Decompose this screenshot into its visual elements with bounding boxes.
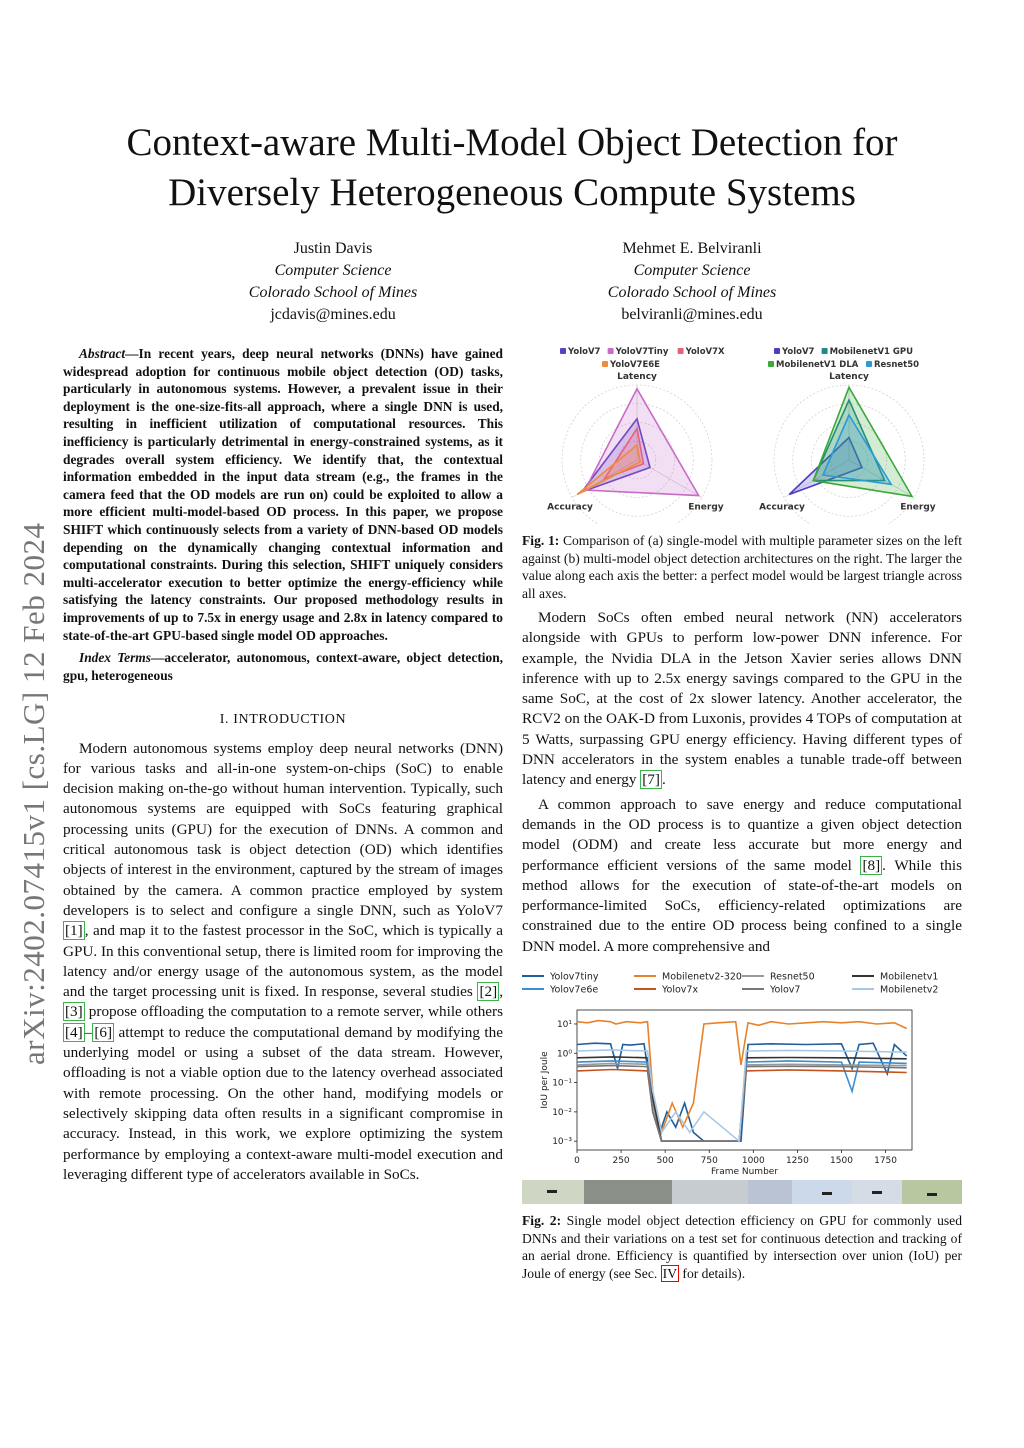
right-column bbox=[522, 608, 962, 957]
axis-label: Latency bbox=[617, 372, 657, 382]
axis-label: Accuracy bbox=[547, 502, 593, 513]
section-link[interactable]: IV bbox=[662, 1265, 678, 1281]
author-block-1 bbox=[168, 238, 498, 326]
legend-swatch bbox=[608, 348, 614, 354]
x-tick-label: 1500 bbox=[830, 1156, 853, 1166]
axis-label: Accuracy bbox=[759, 502, 805, 513]
figure-2-caption: Fig. 2: Single model object detection efficiency on GPU for commonly used DNNs and their variations on a test set for continuous detection and tracking of an aerial drone. Efficiency is quantified by intersection over union (IoU) per Joule of energy (see Sec. IV for details). bbox=[522, 1213, 963, 1281]
author-dept: Computer Science bbox=[274, 262, 392, 279]
frame-thumbnail bbox=[748, 1180, 792, 1204]
figure-1-caption: Fig. 1: Comparison of (a) single-model with multiple parameter sizes on the left against (b) multi-model object detection architectures on the right. The larger the value along each axis the better: a perfect model would be largest triangle across all axes. bbox=[522, 533, 963, 601]
y-tick-label: 10⁰ bbox=[556, 1049, 572, 1060]
x-tick-label: 1250 bbox=[785, 1156, 809, 1166]
legend-swatch bbox=[678, 348, 684, 354]
legend-entry: Yolov7 bbox=[770, 984, 801, 996]
figure-2-line-chart bbox=[522, 966, 962, 1206]
y-tick-label: 10¹ bbox=[556, 1019, 572, 1030]
section-heading: I. INTRODUCTION bbox=[219, 712, 347, 728]
x-tick-label: 750 bbox=[700, 1156, 718, 1166]
legend-entry: YoloV7X bbox=[685, 347, 725, 357]
citation-link[interactable]: [2] bbox=[479, 983, 498, 1001]
index-terms-text: —accelerator, autonomous, context-aware, object detection, gpu, heterogeneous bbox=[63, 650, 503, 683]
paper-title bbox=[40, 118, 984, 218]
abstract-label: Abstract bbox=[79, 346, 126, 361]
legend-entry: Mobilenetv2-320 bbox=[662, 971, 742, 983]
author-email[interactable]: jcdavis@mines.edu bbox=[270, 306, 396, 323]
x-axis-label: Frame Number bbox=[710, 1167, 779, 1177]
drone-mark bbox=[872, 1191, 882, 1194]
frame-thumbnail bbox=[672, 1180, 748, 1204]
legend-entry: YoloV7E6E bbox=[610, 360, 660, 370]
author-inst: Colorado School of Mines bbox=[607, 284, 777, 301]
citation-link[interactable]: [1] bbox=[65, 922, 83, 940]
y-tick-label: 10⁻¹ bbox=[552, 1078, 572, 1089]
right-paragraph-1: Modern SoCs often embed neural network (NN) accelerators alongside with GPUs to perform low-power DNN inference. For example, the Nvidia DLA in the Jetson Xavier series allows DNN inference with up to 2.5x energy savings compared to the GPU in the same SoC, at the cost of 2x slower latency. Another accelerator, the RCV2 on the OAK-D from Luxonis, provides 4 TOPs of computation at 5 Watts, surpassing GPU energy efficiency. Having different types of DNN accelerators in the system enables a tunable trade-off between latency and energy [7] . bbox=[522, 609, 962, 789]
legend-entry: Yolov7x bbox=[662, 984, 699, 996]
x-tick-label: 250 bbox=[612, 1156, 630, 1166]
legend-entry: Resnet50 bbox=[874, 360, 920, 370]
legend-swatch bbox=[602, 361, 608, 367]
legend-entry: YoloV7 bbox=[782, 347, 815, 357]
abstract-text: —In recent years, deep neural networks (DNNs) have gained widespread adoption for continuous mobile object detection (OD) tasks, particularly in autonomous systems. However, a prevalent issue in their deployment is the one-size-fits-all approach, where a single DNN is used, resulting in inefficient utilization of computational resources. This inefficiency is particularly detrimental in energy-constrained systems, as it degrades overall system efficiency. We identify that, the contextual information embedded in the input data stream (e.g., the frames in the camera feed that the OD models are run on) could be exploited to allow a more efficient multi-model-based OD process. In this paper, we propose SHIFT which continuously selects from a variety of DNN-based OD models depending on the dynamically changing contextual information and computational constraints. During this selection, SHIFT uniquely considers multi-accelerator execution to better optimize the energy-efficiency while satisfying the latency constraints. Our proposed methodology results in improvements of up to 7.5x in energy usage and 2.8x in latency compared to state-of-the-art GPU-based single model OD approaches. bbox=[63, 346, 503, 643]
author-block-2 bbox=[527, 238, 857, 326]
legend-entry: MobilenetV1 GPU bbox=[829, 347, 914, 357]
frame-thumbnail bbox=[584, 1180, 672, 1204]
y-axis-label: IoU per Joule bbox=[540, 1051, 550, 1109]
legend-swatch bbox=[866, 361, 872, 367]
drone-mark bbox=[822, 1192, 832, 1195]
frame-thumbnail bbox=[902, 1180, 962, 1204]
legend-entry: Resnet50 bbox=[770, 971, 815, 983]
radar-chart bbox=[759, 347, 936, 524]
title-line-1: Context-aware Multi-Model Object Detection for bbox=[126, 121, 898, 164]
axis-label: Latency bbox=[829, 372, 869, 382]
y-tick-label: 10⁻³ bbox=[552, 1137, 572, 1148]
axis-label: Energy bbox=[900, 502, 936, 513]
drone-mark bbox=[927, 1193, 937, 1196]
citation-link[interactable]: [7] bbox=[642, 771, 660, 789]
author-email[interactable]: belviranli@mines.edu bbox=[621, 306, 763, 323]
citation-link[interactable]: [6] bbox=[94, 1023, 113, 1041]
right-paragraph-2: A common approach to save energy and reduce computational demands in the OD process is to quantize a given object detection model (ODM) and create less accurate but more energy and performance efficient versions of the same model [8] . While this method allows for the execution of state-of-the-art models on performance-limited SoCs, efficiency-related optimizations are constrained due to the entire OD process being confined to a single DNN model. A more comprehensive and bbox=[522, 795, 963, 955]
radar-chart bbox=[547, 347, 725, 524]
legend-entry: MobilenetV1 DLA bbox=[776, 360, 859, 370]
axis-label: Energy bbox=[688, 502, 724, 513]
citation-link[interactable]: [8] bbox=[862, 856, 881, 874]
legend-swatch bbox=[822, 348, 828, 354]
x-tick-label: 1000 bbox=[741, 1156, 765, 1166]
legend-entry: Mobilenetv1 bbox=[880, 971, 939, 983]
legend-entry: Yolov7tiny bbox=[550, 971, 599, 983]
x-tick-label: 1750 bbox=[874, 1156, 898, 1166]
x-tick-label: 500 bbox=[656, 1156, 674, 1166]
author-name: Justin Davis bbox=[293, 240, 373, 257]
legend-swatch bbox=[560, 348, 566, 354]
legend-swatch bbox=[774, 348, 780, 354]
y-tick-label: 10⁻² bbox=[552, 1107, 572, 1118]
author-name: Mehmet E. Belviranli bbox=[622, 240, 762, 257]
left-column bbox=[63, 345, 503, 1185]
legend-entry: YoloV7Tiny bbox=[615, 347, 669, 357]
x-tick-label: 0 bbox=[574, 1156, 580, 1166]
author-inst: Colorado School of Mines bbox=[248, 284, 418, 301]
legend-entry: Mobilenetv2 bbox=[880, 984, 939, 996]
abstract bbox=[63, 345, 503, 644]
legend-swatch bbox=[768, 361, 774, 367]
figure-2-label: Fig. 2: bbox=[522, 1213, 562, 1228]
legend-entry: Yolov7e6e bbox=[550, 984, 599, 996]
index-terms-label: Index Terms bbox=[79, 650, 151, 666]
figure-1-label: Fig. 1: bbox=[522, 533, 560, 548]
index-terms bbox=[63, 649, 503, 684]
arxiv-stamp: arXiv:2402.07415v1 [cs.LG] 12 Feb 2024 bbox=[16, 522, 51, 1065]
figure-1-radar bbox=[522, 342, 962, 524]
citation-link[interactable]: [4] bbox=[65, 1023, 83, 1041]
legend-entry: YoloV7 bbox=[568, 347, 601, 357]
title-line-2: Diversely Heterogeneous Compute Systems bbox=[168, 171, 856, 214]
intro-paragraph: Modern autonomous systems employ deep neural networks (DNN) for various tasks and all-in-one system-on-chips (SoC) to enable decision making on-the-go without human intervention. Typically, such autonomous systems are equipped with SoCs featuring graphical processing units (GPU) for the execution of DNNs. A common and critical autonomous task is object detection (OD) which identifies objects of interest in the environment, captured by the stream of images obtained by the camera. A common practice employed by system developers is to select and configure a single DNN, such as YoloV7 [1] , and map it to the fastest processor in the SoC, which is typically a GPU. In this conventional setup, there is limited room for improving the latency and/or energy usage of the autonomous system, as the model and the target processing unit is fixed. In response, several studies [2] , [3] propose offloading the computation to a remote server, while others [4] – [6] attempt to reduce the computational demand by modifying the underlying model or using a subset of the data stream. However, offloading is not a viable option due to the latency overhead associated with remote processing. On the other hand, modifying models or selectively skipping data often results in a significant compromise in accuracy. Instead, in this work, we explore optimizing the system performance by employing a context-aware multi-model execution and leveraging different type of accelerators available in SoCs. bbox=[63, 739, 503, 1183]
drone-mark bbox=[547, 1190, 557, 1193]
author-dept: Computer Science bbox=[633, 262, 751, 279]
citation-link[interactable]: [3] bbox=[65, 1003, 83, 1021]
